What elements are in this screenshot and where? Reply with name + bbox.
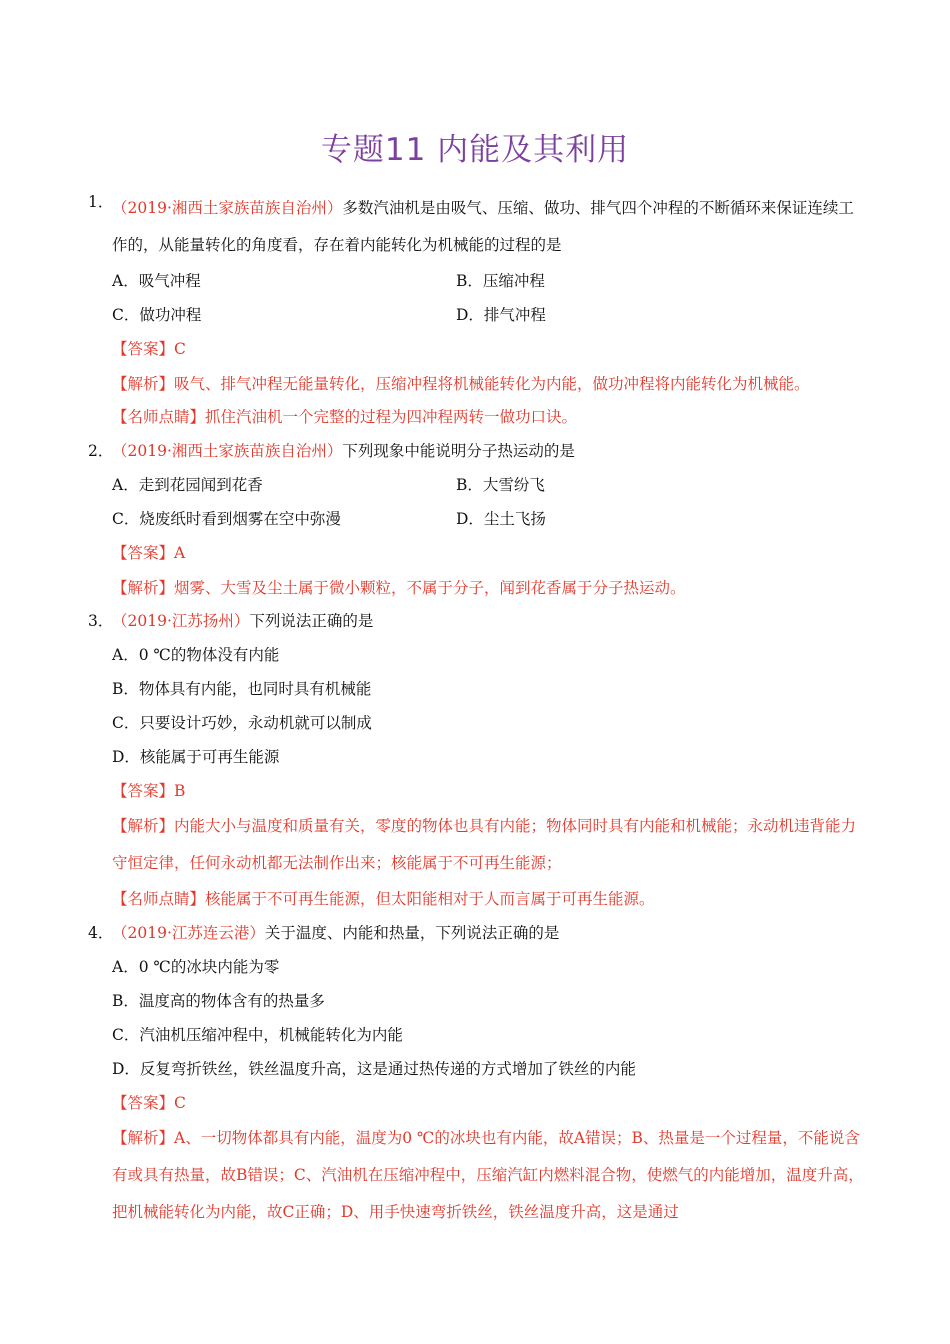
options-row	[88, 298, 868, 332]
option-a: A．0 ℃的冰块内能为零	[112, 958, 280, 976]
question-stem	[88, 434, 868, 468]
explanation	[88, 1120, 868, 1231]
question-body: 多数汽油机是由吸气、压缩、做功、排气四个冲程的不断循环来保证连续工作的，从能量转化的角度看，存在着内能转化为机械能的过程的是	[112, 199, 854, 254]
answer	[88, 774, 868, 808]
answer	[88, 332, 868, 366]
option-c: C．只要设计巧妙，永动机就可以制成	[112, 714, 372, 732]
answer-label: 【答案】	[112, 340, 175, 358]
explanation-text: 内能大小与温度和质量有关，零度的物体也具有内能；物体同时具有内能和机械能；永动机违背能力守恒定律，任何永动机都无法制作出来；核能属于不可再生能源；	[112, 817, 857, 872]
explanation	[88, 570, 868, 604]
answer-value: A	[174, 544, 186, 562]
option-a: A．吸气冲程	[112, 272, 201, 290]
question-body: 下列说法正确的是	[249, 612, 374, 630]
page-title: 专题11 内能及其利用	[320, 132, 630, 168]
question-3	[88, 604, 868, 916]
tip-text: 抓住汽油机一个完整的过程为四冲程两转一做功口诀。	[205, 408, 578, 426]
explanation-label: 【解析】	[112, 1129, 175, 1147]
question-source: （2019·湘西土家族苗族自治州）	[112, 199, 343, 217]
tip-label: 【名师点睛】	[112, 890, 206, 908]
explanation-text: 吸气、排气冲程无能量转化，压缩冲程将机械能转化为内能，做功冲程将内能转化为机械能。	[174, 375, 810, 393]
option-d: D．排气冲程	[456, 306, 546, 324]
question-text	[112, 604, 373, 638]
answer-value: C	[174, 340, 186, 358]
options-row	[88, 264, 868, 298]
question-stem	[88, 916, 868, 950]
question-number: 3．	[88, 612, 114, 630]
explanation	[88, 808, 868, 882]
answer	[88, 1086, 868, 1120]
option-c: C．汽油机压缩冲程中，机械能转化为内能	[112, 1026, 403, 1044]
option-d: D．反复弯折铁丝，铁丝温度升高，这是通过热传递的方式增加了铁丝的内能	[112, 1060, 636, 1078]
question-1	[88, 190, 868, 434]
options-row	[88, 468, 868, 502]
tip-label: 【名师点睛】	[112, 408, 206, 426]
question-number: 1．	[88, 193, 114, 211]
question-source: （2019·湘西土家族苗族自治州）	[112, 442, 343, 460]
answer-value: C	[174, 1094, 186, 1112]
option-b: B．温度高的物体含有的热量多	[112, 992, 325, 1010]
option-b: B．压缩冲程	[456, 272, 545, 290]
option-b: B．大雪纷飞	[456, 476, 545, 494]
question-2	[88, 434, 868, 604]
answer-label: 【答案】	[112, 782, 175, 800]
option-b: B．物体具有内能，也同时具有机械能	[112, 680, 372, 698]
question-text	[112, 190, 868, 264]
explanation-text: 烟雾、大雪及尘土属于微小颗粒，不属于分子，闻到花香属于分子热运动。	[174, 579, 686, 597]
question-text	[112, 434, 575, 468]
option-c: C．做功冲程	[112, 306, 202, 324]
option-d: D．尘土飞扬	[456, 510, 546, 528]
answer-value: B	[174, 782, 186, 800]
question-text	[112, 916, 559, 950]
explanation-label: 【解析】	[112, 817, 175, 835]
teacher-tip	[88, 882, 868, 916]
option-a: A．走到花园闻到花香	[112, 476, 263, 494]
explanation	[88, 366, 868, 400]
tip-text: 核能属于不可再生能源，但太阳能相对于人而言属于可再生能源。	[205, 890, 655, 908]
answer-label: 【答案】	[112, 544, 175, 562]
question-body: 下列现象中能说明分子热运动的是	[342, 442, 575, 460]
teacher-tip	[88, 400, 868, 434]
options-row	[88, 502, 868, 536]
explanation-label: 【解析】	[112, 375, 175, 393]
answer-label: 【答案】	[112, 1094, 175, 1112]
question-stem	[88, 190, 868, 264]
question-body: 关于温度、内能和热量，下列说法正确的是	[264, 924, 560, 942]
option-c: C．烧废纸时看到烟雾在空中弥漫	[112, 510, 341, 528]
question-source: （2019·江苏连云港）	[112, 924, 265, 942]
question-4	[88, 916, 868, 1231]
explanation-text: A、一切物体都具有内能，温度为0 ℃的冰块也有内能，故A错误；B、热量是一个过程量，不能说含有或具有热量，故B错误；C、汽油机在压缩冲程中，压缩汽缸内燃料混合物，使燃气的内能增加，温度升高，把机械能转化为内能，故C正确；D、用手快速弯折铁丝，铁丝温度升高，这是通过	[112, 1129, 864, 1221]
question-stem	[88, 604, 868, 638]
option-a: A．0 ℃的物体没有内能	[112, 646, 280, 664]
question-number: 2．	[88, 442, 114, 460]
question-list	[88, 190, 868, 1231]
question-source: （2019·江苏扬州）	[112, 612, 250, 630]
question-number: 4．	[88, 924, 114, 942]
answer	[88, 536, 868, 570]
option-d: D．核能属于可再生能源	[112, 748, 280, 766]
explanation-label: 【解析】	[112, 579, 175, 597]
